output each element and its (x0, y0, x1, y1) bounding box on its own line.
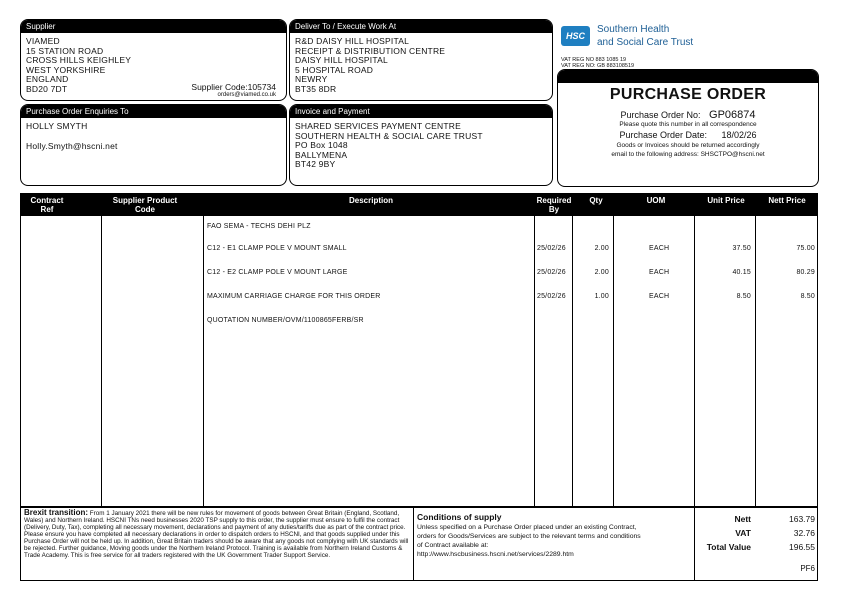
po-invoice-note-1: Goods or Invoices should be returned accordingly (616, 142, 760, 149)
invoice-line: SHARED SERVICES PAYMENT CENTRE (295, 121, 461, 131)
table-header (21, 194, 817, 216)
enquiries-heading: Purchase Order Enquiries To (21, 105, 286, 118)
supplier-box (20, 19, 287, 101)
po-number-row (558, 109, 818, 121)
order-lines-table (20, 193, 818, 507)
row-required-by: 25/02/26 (537, 245, 566, 252)
supplier-line: 15 STATION ROAD (26, 45, 104, 56)
col-divider (101, 194, 102, 506)
trust-name-1: Southern Health (597, 24, 670, 35)
deliver-line: RECEIPT & DISTRIBUTION CENTRE (295, 45, 446, 56)
nett-value: 163.79 (789, 514, 815, 524)
invoice-line: BT42 9BY (295, 159, 336, 170)
col-divider (755, 194, 756, 506)
col-uom: UOM (646, 196, 666, 205)
po-number-label: Purchase Order No: (620, 110, 701, 120)
po-date-row (558, 130, 818, 140)
col-supplier-code: Supplier Product Code (112, 196, 178, 214)
po-quote-note: Please quote this number in all correspondence (619, 121, 757, 128)
quotation-note: QUOTATION NUMBER/OVM/1100865FERB/SR (207, 317, 364, 324)
deliver-heading: Deliver To / Execute Work At (290, 20, 552, 33)
row-unit-price: 40.15 (732, 269, 751, 276)
row-description: C12 - E2 CLAMP POLE V MOUNT LARGE (207, 269, 348, 276)
row-qty: 1.00 (594, 293, 609, 300)
row-description: MAXIMUM CARRIAGE CHARGE FOR THIS ORDER (207, 293, 381, 300)
po-invoice-note-2: email to the following address: SHSCTPO@hscni.net (611, 151, 765, 158)
invoice-line: PO Box 1048 (295, 140, 348, 151)
po-date-label: Purchase Order Date: (619, 130, 707, 140)
col-divider (694, 194, 695, 506)
nett-label: Nett (734, 514, 751, 524)
supplier-code: Supplier Code:105734 (191, 82, 276, 92)
footer-divider (413, 508, 414, 580)
po-title: PURCHASE ORDER (609, 86, 767, 103)
vat-line-1: VAT REG NO 883 1085 19 (561, 57, 627, 63)
conditions-line: orders for Goods/Services are subject to the relevant terms and conditions (417, 533, 641, 540)
vat-line-2: VAT REG NO: GB 883108519 (561, 63, 635, 69)
row-nett-price: 8.50 (800, 293, 815, 300)
hsc-badge (561, 26, 590, 46)
col-divider (613, 194, 614, 506)
conditions-line: Unless specified on a Purchase Order placed under an existing Contract, (417, 524, 637, 531)
invoice-line: BALLYMENA (295, 149, 348, 160)
col-qty: Qty (589, 196, 603, 205)
deliver-line: DAISY HILL HOSPITAL (295, 55, 388, 66)
supplier-line: CROSS HILLS KEIGHLEY (26, 55, 132, 66)
supplier-line: BD20 7DT (26, 83, 68, 94)
row-uom: EACH (649, 293, 670, 300)
enquiries-box (20, 104, 287, 186)
invoice-line: SOUTHERN HEALTH & SOCIAL CARE TRUST (295, 130, 483, 141)
footer-panel (20, 507, 818, 581)
supplier-email: orders@viamed.co.uk (217, 92, 276, 98)
vat-value: 32.76 (793, 528, 815, 538)
total-value: 196.55 (789, 542, 815, 552)
row-qty: 2.00 (594, 269, 609, 276)
row-nett-price: 80.29 (796, 269, 815, 276)
page-ref: PF6 (800, 564, 815, 573)
col-description: Description (348, 196, 393, 205)
brexit-heading: Brexit transition: (24, 509, 89, 517)
brexit-text: From 1 January 2021 there will be new rules for movement of goods between Great Britain (England, Scotland, Wales) and Northern Ireland. HSCNI TNs need businesses 2020 TSP supply to this order, the supplier must ensure to fulfil the contract (Delivery, Duty, Tax), completing all necessary movement, declarations and payment of any duties/tariffs due as part of the contract price. Please ensure you have completed all necessary declarations in order to dispatch orders to HSCNI, and that goods supplied under this Purchase Order will not be held up. In addition, Great Britain traders should be aware that any goods not complying with UK standards will be rejected. Further guidance, Moving goods under the Northern Ireland Protocol. Training is available from Northern Ireland Customs & Trade Academy. This is free service for all traders registered with the UK Government Trader Support Service. (24, 510, 409, 559)
total-label: Total Value (706, 542, 751, 552)
conditions-link[interactable]: http://www.hscbusiness.hscni.net/services/2289.htm (417, 551, 574, 558)
col-divider (203, 194, 204, 506)
po-date: 18/02/26 (721, 130, 757, 140)
po-box (557, 69, 819, 187)
footer-divider (694, 508, 695, 580)
deliver-box (289, 19, 553, 101)
po-number: GP06874 (709, 109, 756, 121)
row-required-by: 25/02/26 (537, 293, 566, 300)
deliver-line: BT35 8DR (295, 83, 337, 94)
supplier-heading: Supplier (21, 20, 286, 33)
col-nett-price: Nett Price (768, 196, 806, 205)
row-nett-price: 75.00 (796, 245, 815, 252)
conditions-heading: Conditions of supply (417, 512, 502, 522)
trust-name-2: and Social Care Trust (597, 37, 694, 48)
brexit-notice (24, 509, 410, 579)
row-uom: EACH (649, 245, 670, 252)
enquiries-email: Holly.Smyth@hscni.net (26, 140, 118, 151)
deliver-line: NEWRY (295, 74, 328, 85)
invoice-heading: Invoice and Payment (290, 105, 552, 118)
fao-note: FAO SEMA - TECHS DEHI PLZ (207, 223, 311, 230)
col-divider (534, 194, 535, 506)
col-contract-ref: Contract Ref (30, 196, 64, 214)
supplier-line: VIAMED (26, 36, 60, 46)
deliver-line: 5 HOSPITAL ROAD (295, 64, 374, 75)
row-qty: 2.00 (594, 245, 609, 252)
row-uom: EACH (649, 269, 670, 276)
row-required-by: 25/02/26 (537, 269, 566, 276)
col-unit-price: Unit Price (707, 196, 745, 205)
invoice-box (289, 104, 553, 186)
enquiries-name: HOLLY SMYTH (26, 121, 88, 131)
hsc-badge-text: HSC (565, 31, 585, 41)
supplier-line: WEST YORKSHIRE (26, 64, 106, 75)
supplier-line: ENGLAND (26, 74, 69, 85)
col-divider (572, 194, 573, 506)
vat-label: VAT (735, 528, 751, 538)
row-unit-price: 37.50 (732, 245, 751, 252)
row-description: C12 - E1 CLAMP POLE V MOUNT SMALL (207, 245, 347, 252)
row-unit-price: 8.50 (736, 293, 751, 300)
deliver-line: R&D DAISY HILL HOSPITAL (295, 36, 410, 46)
col-required-by: Required By (536, 196, 572, 214)
conditions-line: of Contract available at: (417, 542, 489, 549)
